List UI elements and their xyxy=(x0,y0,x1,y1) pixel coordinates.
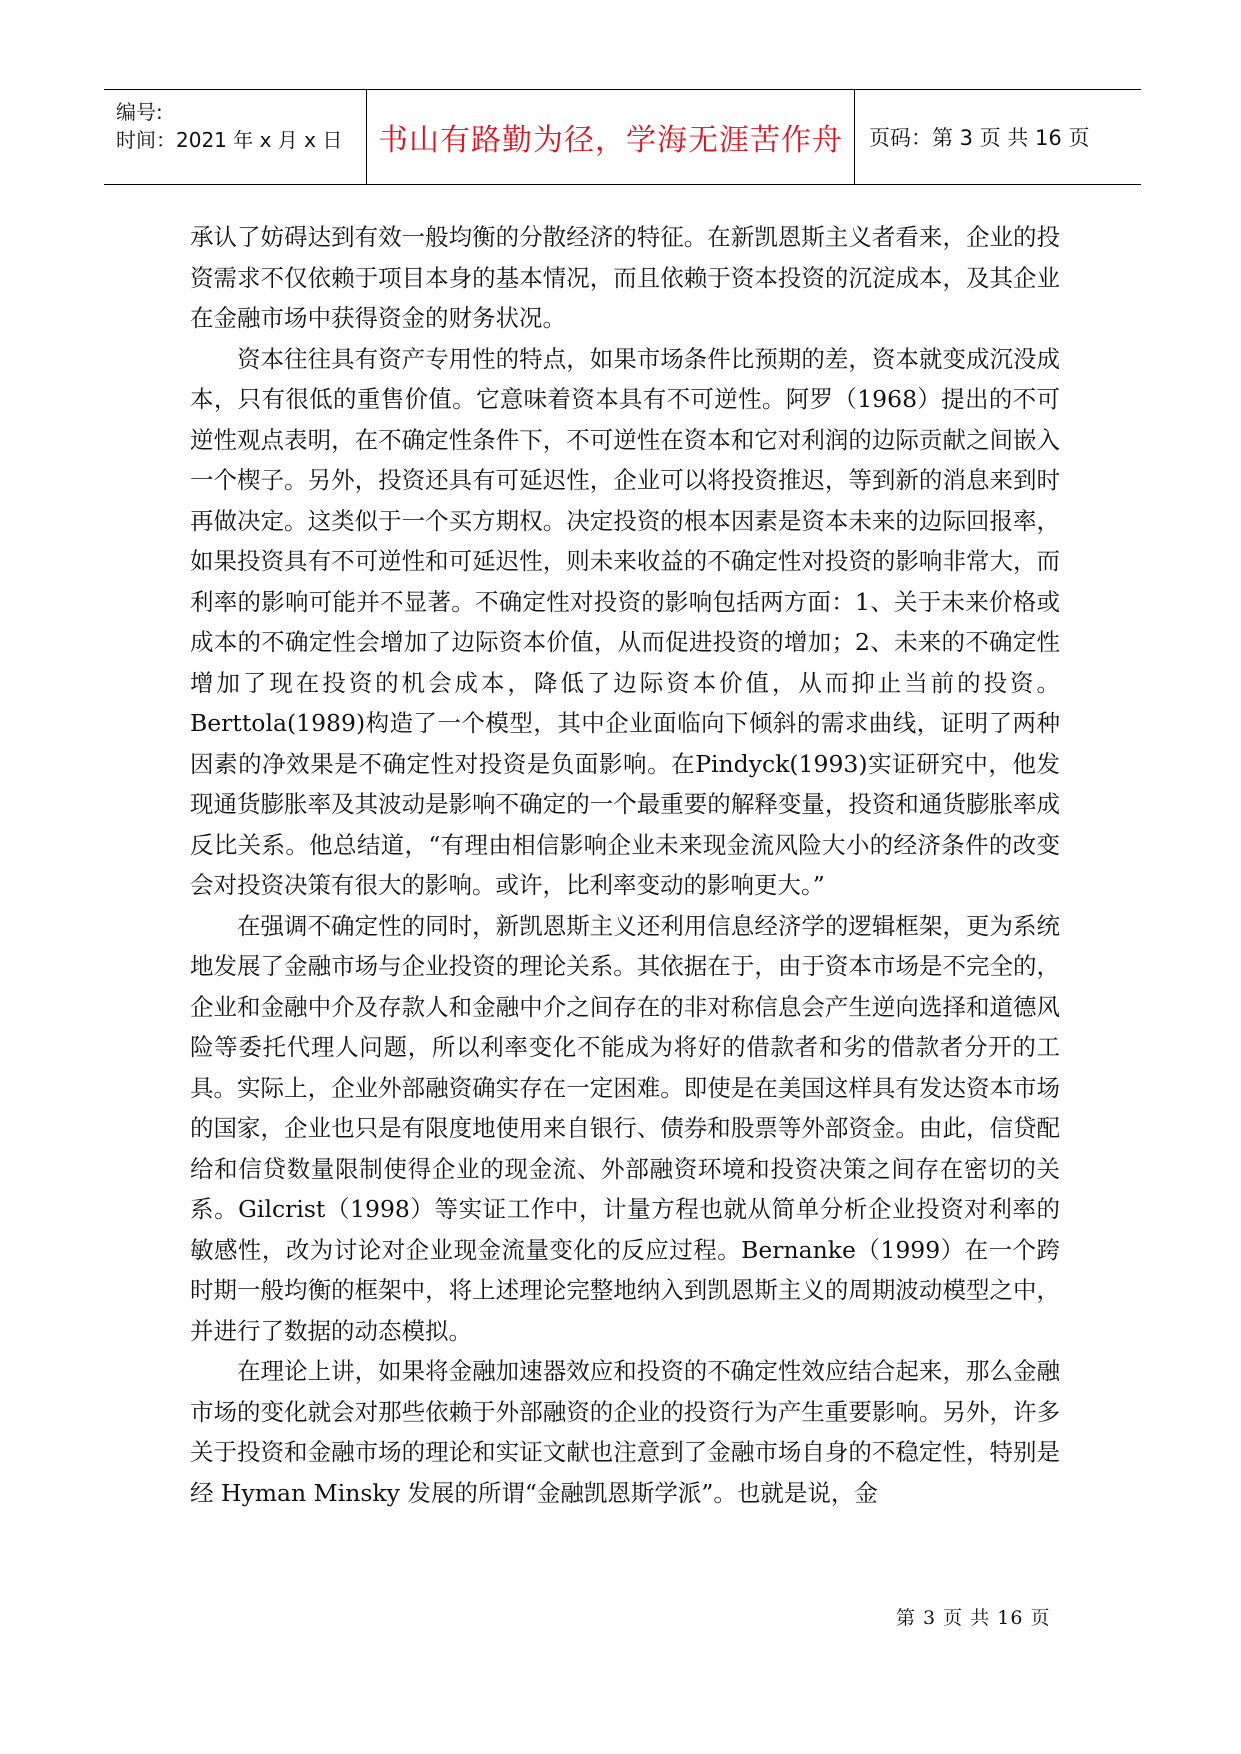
page-footer-number: 第 3 页 共 16 页 xyxy=(896,1607,1051,1629)
header-page-info: 页码：第 3 页 共 16 页 xyxy=(869,126,1090,150)
paragraph: 在强调不确定性的同时，新凯恩斯主义还利用信息经济学的逻辑框架，更为系统地发展了金融市场与企业投资的理论关系。其依据在于，由于资本市场是不完全的，企业和金融中介及存款人和金融中介之间存在的非对称信息会产生逆向选择和道德风险等委托代理人问题，所以利率变化不能成为将好的借款者和劣的借款者分开的工具。实际上，企业外部融资确实存在一定困难。即使是在美国这样具有发达资本市场的国家，企业也只是有限度地使用来自银行、债券和股票等外部资金。由此，信贷配给和信贷数量限制使得企业的现金流、外部融资环境和投资决策之间存在密切的关系。Gilcrist（1998）等实证工作中，计量方程也就从简单分析企业投资对利率的敏感性，改为讨论对企业现金流量变化的反应过程。Bernanke（1999）在一个跨时期一般均衡的框架中，将上述理论完整地纳入到凯恩斯主义的周期波动模型之中，并进行了数据的动态模拟。 xyxy=(190,911,1060,1345)
header-motto: 书山有路勤为径，学海无涯苦作舟 xyxy=(367,90,855,184)
paragraph: 资本往往具有资产专用性的特点，如果市场条件比预期的差，资本就变成沉没成本，只有很低的重售价值。它意味着资本具有不可逆性。阿罗（1968）提出的不可逆性观点表明，在不确定性条件下，不可逆性在资本和它对利润的边际贡献之间嵌入一个楔子。另外，投资还具有可延迟性，企业可以将投资推迟，等到新的消息来到时再做决定。这类似于一个买方期权。决定投资的根本因素是资本未来的边际回报率，如果投资具有不可逆性和可延迟性，则未来收益的不确定性对投资的影响非常大，而利率的影响可能并不显著。不确定性对投资的影响包括两方面：1、关于未来价格或成本的不确定性会增加了边际资本价值，从而促进投资的增加；2、未来的不确定性增加了现在投资的机会成本，降低了边际资本价值，从而抑止当前的投资。Berttola(1989)构造了一个模型，其中企业面临向下倾斜的需求曲线，证明了两种因素的净效果是不确定性对投资是负面影响。在Pindyck(1993)实证研究中，他发现通货膨胀率及其波动是影响不确定的一个最重要的解释变量，投资和通货膨胀率成反比关系。他总结道，“有理由相信影响企业未来现金流风险大小的经济条件的改变会对投资决策有很大的影响。或许，比利率变动的影响更大。” xyxy=(190,344,1060,899)
document-number-label: 编号: xyxy=(116,100,163,124)
header-meta xyxy=(104,90,367,184)
page-header xyxy=(104,89,1141,185)
document-time-label: 时间：2021 年 x 月 x 日 xyxy=(116,128,343,152)
document-body xyxy=(190,217,1060,1513)
paragraph: 承认了妨碍达到有效一般均衡的分散经济的特征。在新凯恩斯主义者看来，企业的投资需求不仅依赖于项目本身的基本情况，而且依赖于资本投资的沉淀成本，及其企业在金融市场中获得资金的财务状况。 xyxy=(190,223,1060,332)
paragraph: 在理论上讲，如果将金融加速器效应和投资的不确定性效应结合起来，那么金融市场的变化就会对那些依赖于外部融资的企业的投资行为产生重要影响。另外，许多关于投资和金融市场的理论和实证文献也注意到了金融市场自身的不稳定性，特别是经 Hyman Minsky 发展的所谓“金融凯恩斯学派”。也就是说，金 xyxy=(190,1357,1060,1507)
